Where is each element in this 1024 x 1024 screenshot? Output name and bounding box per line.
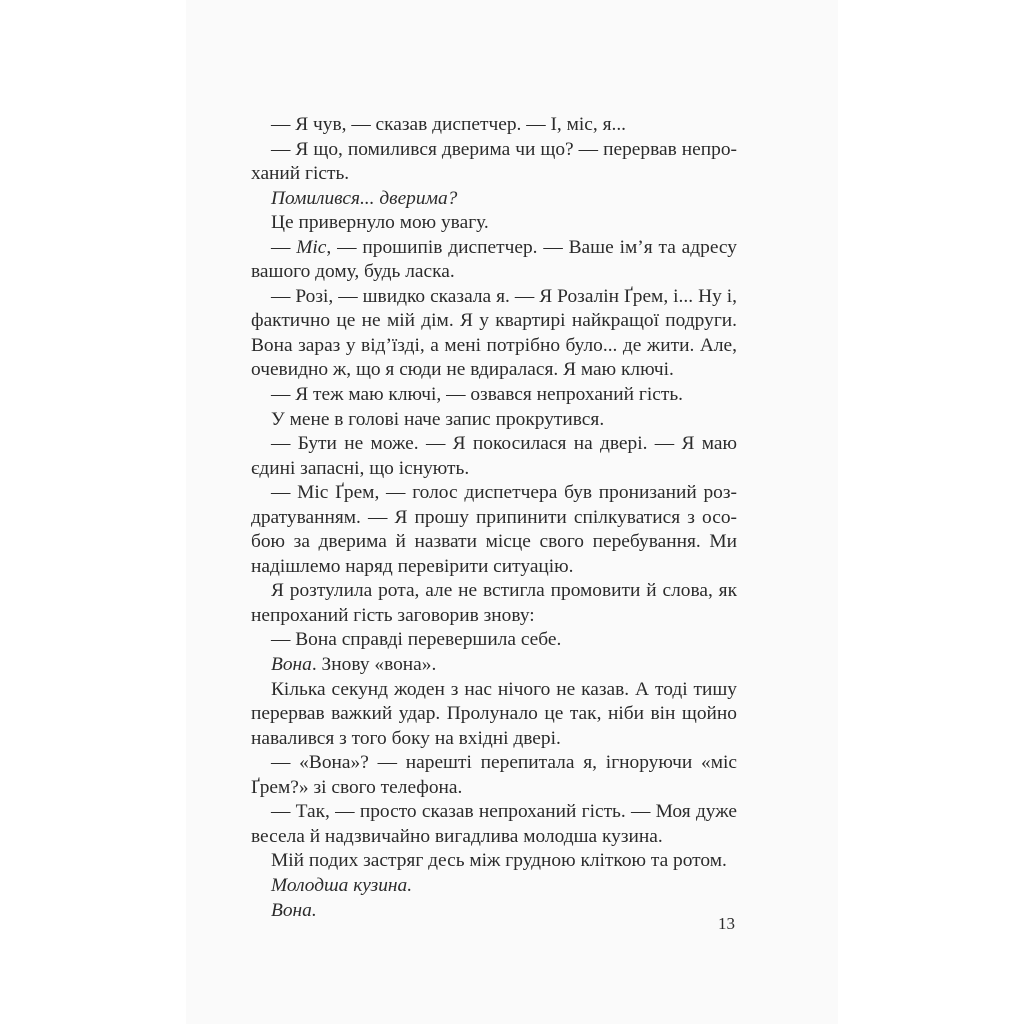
italic-text-run: Помилився... дверима? <box>271 187 458 209</box>
text-run: — Бути не може. — Я покосилася на двері. — Я маю єдині запасні, що існують. <box>251 433 737 479</box>
paragraph <box>251 383 737 408</box>
paragraph <box>251 579 737 628</box>
text-run: — Так, — просто сказав непроханий гість. — Моя дуже весела й надзвичайно вигадлива молодша кузина. <box>251 801 737 847</box>
paragraph <box>251 653 737 678</box>
paragraph <box>251 138 737 187</box>
paragraph <box>251 236 737 285</box>
paragraph <box>251 899 737 924</box>
text-run: . Знову «вона». <box>311 654 437 676</box>
text-run: Мій подих застряг десь між грудною кліткою та ротом. <box>271 850 727 872</box>
italic-text-run: Вона <box>271 654 312 676</box>
paragraph <box>251 211 737 236</box>
italic-text-run: Міс <box>296 236 327 258</box>
paragraph <box>251 874 737 899</box>
text-run: — Я чув, — сказав диспетчер. — І, міс, я... <box>271 114 627 135</box>
text-run: — «Вона»? — нарешті перепитала я, ігноруючи «міс Ґрем?» зі свого телефона. <box>251 752 737 798</box>
paragraph <box>251 432 737 481</box>
text-run: — Розі, — швидко сказала я. — Я Розалін Ґрем, і... Ну і, фактично це не мій дім. Я у квартирі найкращої подруги. Вона зараз у від’їзді, а мені потрібно було... де жити. Але, очевидно ж, що я сюди не вдиралася. Я маю ключі. <box>251 285 737 381</box>
text-run: Я розтулила рота, але не встигла промовити й слова, як непроханий гість заговорив знову: <box>251 580 737 626</box>
paragraph <box>251 187 737 212</box>
page-body-text <box>251 113 737 923</box>
paragraph <box>251 285 737 383</box>
paragraph <box>251 481 737 579</box>
paragraph <box>251 800 737 849</box>
text-run: , — прошипів диспетчер. — Ваше ім’я та адресу вашого дому, будь ласка. <box>251 236 737 283</box>
text-run: — Міс Ґрем, — голос диспетчера був пронизаний роздратуванням. — Я прошу припинити спілкуватися з особою за дверима й назвати місце свого перебування. Ми надішлемо наряд перевірити ситуацію. <box>251 482 737 577</box>
text-run: — Я що, помилився дверима чи що? — перервав непроханий гість. <box>251 138 737 185</box>
text-run: Кілька секунд жоден з нас нічого не казав. А тоді тишу перервав важкий удар. Пролунало це так, ніби він щойно навалився з того боку на вхідні двері. <box>251 678 737 749</box>
paragraph <box>251 408 737 433</box>
text-run: — Вона справді перевершила себе. <box>271 629 562 651</box>
text-run: Це привернуло мою увагу. <box>271 212 489 234</box>
text-run: У мене в голові наче запис прокрутився. <box>271 408 605 430</box>
paragraph <box>251 628 737 653</box>
paragraph <box>251 751 737 800</box>
paragraph <box>251 678 737 752</box>
italic-text-run: Вона. <box>271 899 317 921</box>
paragraph <box>251 113 737 138</box>
page-number: 13 <box>718 914 735 933</box>
text-run: — Я теж маю ключі, — озвався непроханий гість. <box>271 384 684 406</box>
paragraph <box>251 849 737 874</box>
text-run: — <box>271 236 297 258</box>
italic-text-run: Молодша кузина. <box>271 874 413 896</box>
